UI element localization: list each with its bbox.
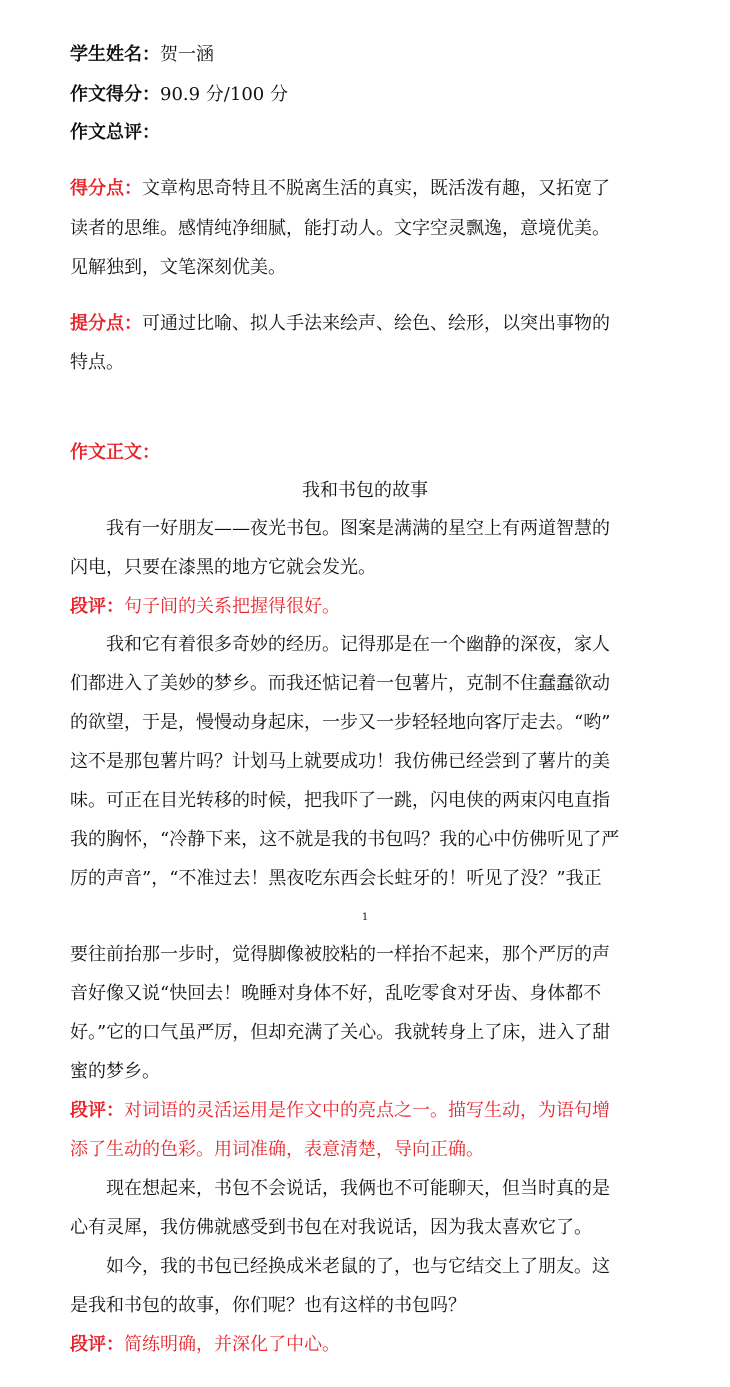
score-value: 90.9 分/100 分 [160, 84, 288, 105]
p2-line-3: 的欲望，于是，慢慢动身起床，一步又一步轻轻地向客厅走去。“哟” [70, 712, 611, 733]
merit-line-3: 见解独到，文笔深刻优美。 [70, 257, 286, 278]
p2c-line-3: 好。”它的口气虽严厉，但却充满了关心。我就转身上了床，进入了甜 [70, 1022, 611, 1043]
comment-3 [70, 1332, 340, 1358]
improve-line-2: 特点。 [70, 352, 124, 373]
comment-label: 段评： [70, 1334, 124, 1355]
page-number: 1 [361, 912, 369, 923]
p2c-line-4: 蜜的梦乡。 [70, 1061, 160, 1082]
merit-line-1 [70, 176, 610, 202]
merit-line-2: 读者的思维。感情纯净细腻，能打动人。文字空灵飘逸，意境优美。 [70, 218, 610, 239]
p2-line-4: 这不是那包薯片吗？计划马上就要成功！我仿佛已经尝到了薯片的美 [70, 751, 610, 772]
p3-line-1: 现在想起来，书包不会说话，我俩也不可能聊天，但当时真的是 [70, 1178, 610, 1199]
review-label: 作文总评： [70, 122, 160, 143]
p2-line-2: 们都进入了美妙的梦乡。而我还惦记着一包薯片，克制不住蠢蠢欲动 [70, 673, 610, 694]
name-value: 贺一涵 [160, 44, 214, 65]
p4-line-1: 如今，我的书包已经换成米老鼠的了，也与它结交上了朋友。这 [70, 1256, 610, 1277]
p2-line-6: 我的胸怀，“冷静下来，这不就是我的书包吗？我的心中仿佛听见了严 [70, 829, 620, 850]
score-label: 作文得分： [70, 84, 160, 105]
p2c-line-1: 要往前抬那一步时，觉得脚像被胶粘的一样抬不起来，那个严厉的声 [70, 944, 610, 965]
p3-line-2: 心有灵犀，我仿佛就感受到书包在对我说话，因为我太喜欢它了。 [70, 1217, 592, 1238]
p1-line-1: 我有一好朋友——夜光书包。图案是满满的星空上有两道智慧的 [70, 518, 610, 539]
comment-1 [70, 594, 340, 620]
p2-line-7: 厉的声音”，“不准过去！黑夜吃东西会长蛀牙的！听见了没？”我正 [70, 868, 602, 889]
comment-2-text-1: 对词语的灵活运用是作文中的亮点之一。描写生动，为语句增 [124, 1100, 610, 1121]
comment-label: 段评： [70, 596, 124, 617]
essay-title: 我和书包的故事 [302, 480, 428, 501]
merit-label: 得分点： [70, 178, 142, 199]
comment-2-line-2: 添了生动的色彩。用词准确，表意清楚，导向正确。 [70, 1139, 484, 1160]
score-row [70, 82, 288, 108]
student-name-row [70, 42, 214, 68]
p2c-line-2: 音好像又说“快回去！晚睡对身体不好，乱吃零食对牙齿、身体都不 [70, 983, 602, 1004]
improve-text-1: 可通过比喻、拟人手法来绘声、绘色、绘形，以突出事物的 [142, 313, 610, 334]
comment-2-line-1 [70, 1098, 610, 1124]
comment-1-text: 句子间的关系把握得很好。 [124, 596, 340, 617]
improve-label: 提分点： [70, 313, 142, 334]
merit-text-1: 文章构思奇特且不脱离生活的真实，既活泼有趣，又拓宽了 [142, 178, 610, 199]
name-label: 学生姓名： [70, 44, 160, 65]
p2-line-5: 味。可正在目光转移的时候，把我吓了一跳，闪电侠的两束闪电直指 [70, 790, 610, 811]
improve-line-1 [70, 311, 610, 337]
p2-line-1: 我和它有着很多奇妙的经历。记得那是在一个幽静的深夜，家人 [70, 634, 610, 655]
p4-line-2: 是我和书包的故事，你们呢？也有这样的书包吗？ [70, 1295, 466, 1316]
comment-label: 段评： [70, 1100, 124, 1121]
p1-line-2: 闪电，只要在漆黑的地方它就会发光。 [70, 557, 376, 578]
essay-section-label: 作文正文： [70, 442, 160, 463]
comment-3-text: 简练明确，并深化了中心。 [124, 1334, 340, 1355]
